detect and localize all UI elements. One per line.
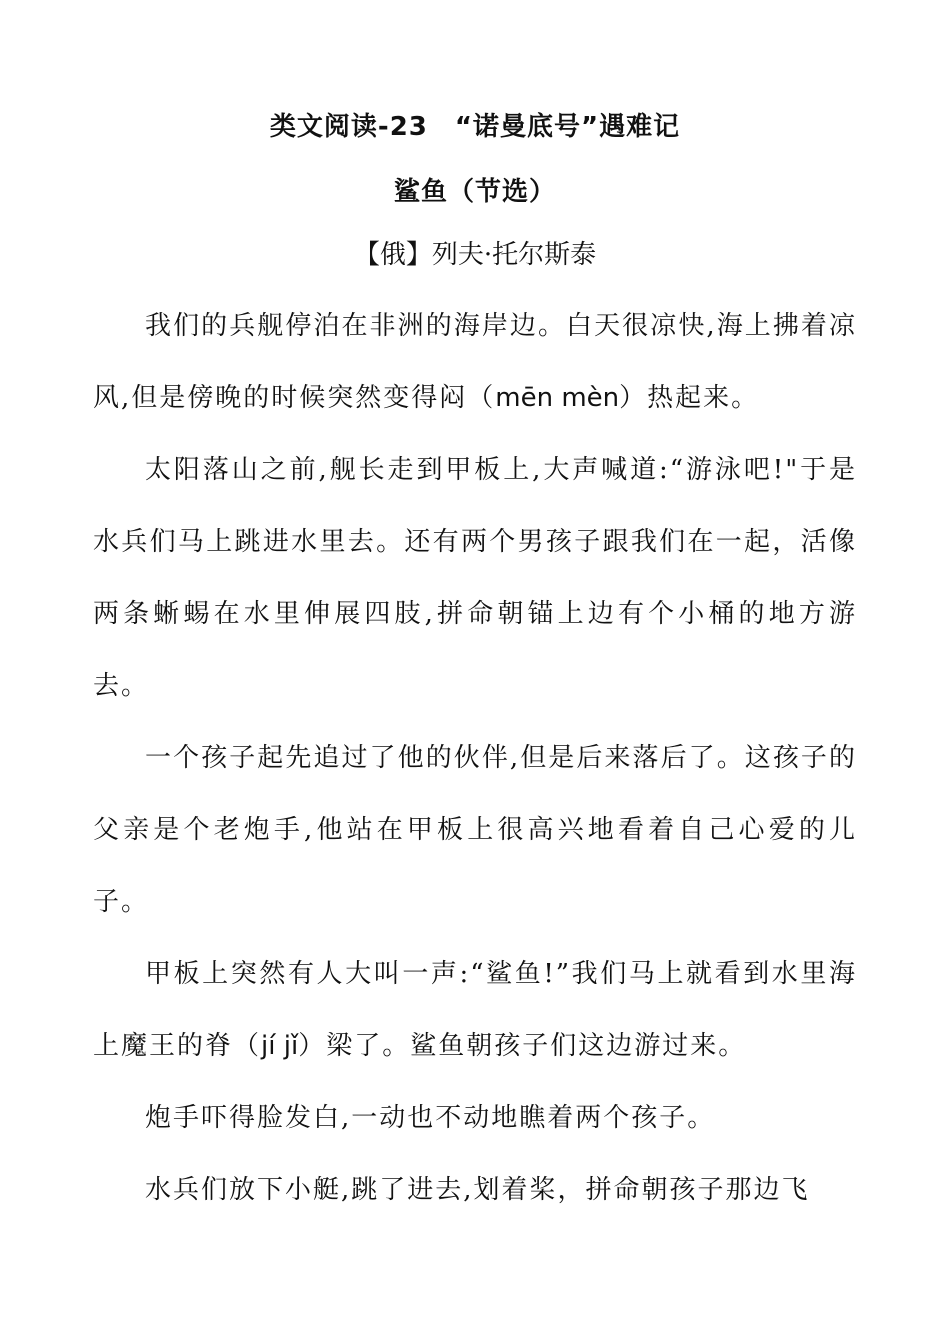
paragraph-6: 水兵们放下小艇,跳了进去,划着桨，拼命朝孩子那边飞 (145, 1175, 810, 1205)
paragraph-1-text: 我们的兵舰停泊在非洲的海岸边。白天很凉快,海上拂着凉风,但是傍晚的时候突然变得闷（ (93, 311, 857, 413)
article-author: 【俄】列夫·托尔斯泰 (353, 240, 597, 270)
paragraph-2: 太阳落山之前,舰长走到甲板上,大声喊道:“游泳吧!"于是水兵们马上跳进水里去。还有两个男孩子跟我们在一起，活像两条蜥蜴在水里伸展四肢,拼命朝锚上边有个小桶的地方游去。 (93, 455, 857, 701)
paragraph-3: 一个孩子起先追过了他的伙伴,但是后来落后了。这孩子的父亲是个老炮手,他站在甲板上很高兴地看着自己心爱的儿子。 (93, 743, 857, 917)
paragraph-1-text-end: ）热起来。 (619, 383, 760, 413)
pinyin-annotation: mēn mèn (495, 383, 620, 413)
paragraph-1 (93, 290, 857, 434)
paragraph-4-text: 甲板上突然有人大叫一声:“鲨鱼!”我们马上就看到水里海上魔王的脊（ (93, 959, 857, 1061)
paragraph-4 (93, 938, 857, 1082)
paragraph-5: 炮手吓得脸发白,一动也不动地瞧着两个孩子。 (145, 1103, 716, 1133)
paragraph-4-text-end: ）梁了。鲨鱼朝孩子们这边游过来。 (298, 1031, 747, 1061)
article-body (93, 290, 857, 1226)
article-subtitle: 鲨鱼（节选） (393, 177, 556, 207)
article-title: 类文阅读-23 “诺曼底号”遇难记 (269, 112, 681, 142)
pinyin-annotation: jí jǐ (261, 1031, 299, 1061)
